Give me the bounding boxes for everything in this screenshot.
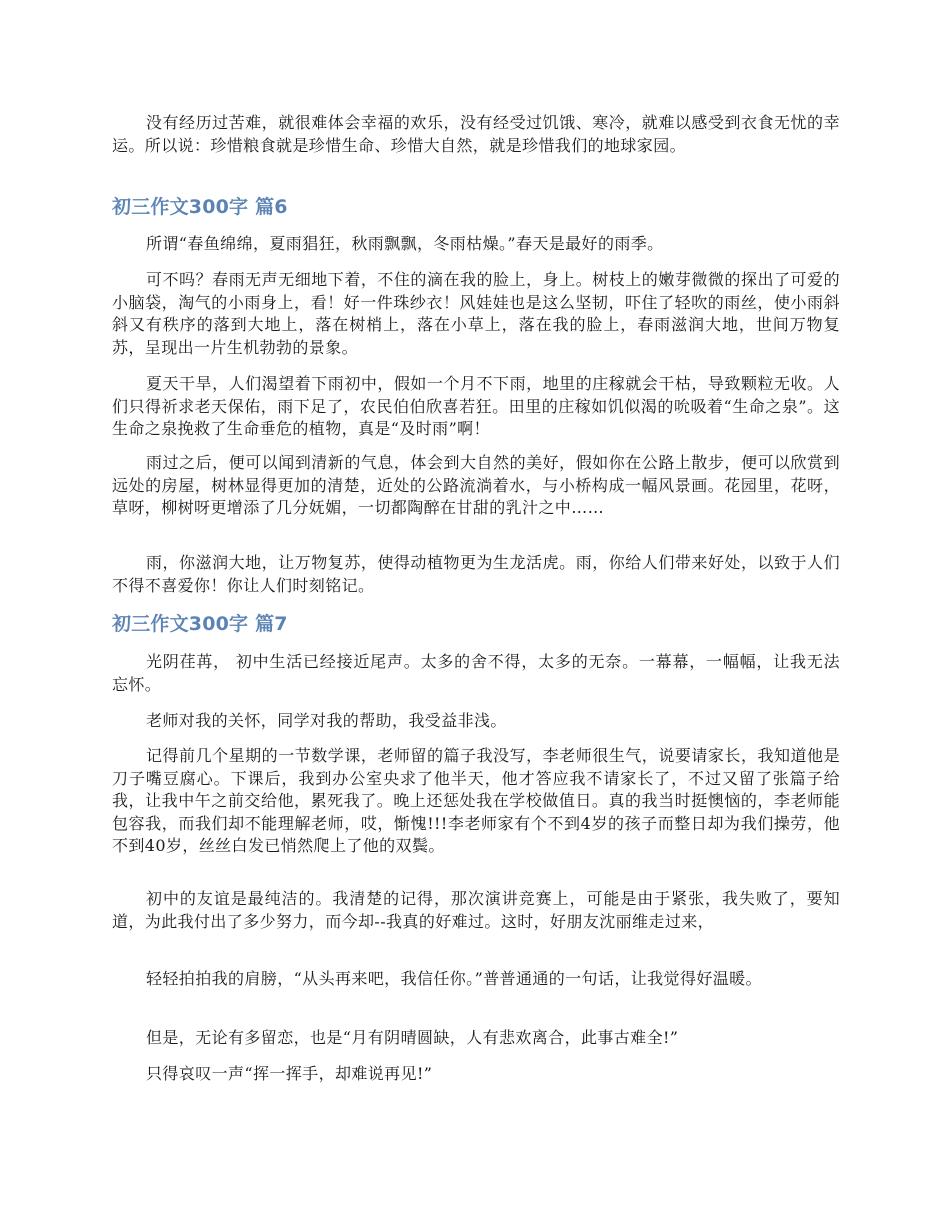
paragraph: 雨，你滋润大地，让万物复苏，使得动植物更为生龙活虎。雨，你给人们带来好处，以致于人们不得不喜爱你！你让人们时刻铭记。 bbox=[112, 553, 840, 595]
paragraph: 所谓“春鱼绵绵，夏雨猖狂，秋雨飘飘，冬雨枯燥。”春天是最好的雨季。 bbox=[146, 234, 664, 253]
paragraph: 只得哀叹一声“挥一挥手，却难说再见!” bbox=[146, 1064, 433, 1083]
paragraph: 夏天干旱，人们渴望着下雨初中，假如一个月不下雨，地里的庄稼就会干枯，导致颗粒无收。人们只得祈求老天保佑，雨下足了，农民伯伯欣喜若狂。田里的庄稼如饥似渴的吮吸着“生命之泉”。这生命之泉挽救了生命垂危的植物，真是“及时雨”啊！ bbox=[112, 374, 840, 438]
paragraph: 初中的友谊是最纯洁的。我清楚的记得，那次演讲竞赛上，可能是由于紧张，我失败了，要知道，为此我付出了多少努力，而今却--我真的好难过。这时，好朋友沈丽维走过来， bbox=[112, 889, 840, 931]
paragraph: 没有经历过苦难，就很难体会幸福的欢乐，没有经受过饥饿、寒冷，就难以感受到衣食无忧的幸运。所以说：珍惜粮食就是珍惜生命、珍惜大自然，就是珍惜我们的地球家园。 bbox=[112, 113, 840, 155]
section-heading-6: 初三作文300字 篇6 bbox=[112, 196, 288, 218]
paragraph: 雨过之后，便可以闻到清新的气息，体会到大自然的美好，假如你在公路上散步，便可以欣赏到远处的房屋，树林显得更加的清楚，近处的公路流淌着水，与小桥构成一幅风景画。花园里，花呀，草呀，柳树呀更增添了几分妩媚，一切都陶醉在甘甜的乳汁之中…… bbox=[112, 453, 840, 517]
paragraph: 光阴荏苒， 初中生活已经接近尾声。太多的舍不得，太多的无奈。一幕幕，一幅幅，让我无法忘怀。 bbox=[112, 652, 840, 694]
section-heading-7: 初三作文300字 篇7 bbox=[112, 613, 288, 635]
paragraph: 可不吗？春雨无声无细地下着，不住的滴在我的脸上，身上。树枝上的嫩芽微微的探出了可爱的小脑袋，淘气的小雨身上，看！好一件珠纱衣！风娃娃也是这么坚韧，吓住了轻吹的雨丝，使小雨斜斜又有秩序的落到大地上，落在树梢上，落在小草上，落在我的脸上，春雨滋润大地，世间万物复苏，呈现出一片生机勃勃的景象。 bbox=[112, 270, 840, 357]
paragraph: 老师对我的关怀，同学对我的帮助，我受益非浅。 bbox=[146, 711, 507, 730]
paragraph: 但是，无论有多留恋，也是“月有阴晴圆缺，人有悲欢离合，此事古难全!” bbox=[146, 1028, 679, 1047]
paragraph: 轻轻拍拍我的肩膀，“从头再来吧，我信任你。”普普通通的一句话，让我觉得好温暖。 bbox=[146, 969, 762, 988]
paragraph: 记得前几个星期的一节数学课，老师留的篇子我没写，李老师很生气，说要请家长，我知道他是刀子嘴豆腐心。下课后，我到办公室央求了他半天，他才答应我不请家长了，不过又留了张篇子给我，让我中午之前交给他，累死我了。晚上还惩处我在学校做值日。真的我当时挺懊恼的，李老师能包容我，而我们却不能理解老师，哎，惭愧!!!李老师家有个不到4岁的孩子而整日却为我们操劳，他不到40岁，丝丝白发已悄然爬上了他的双鬓。 bbox=[112, 746, 840, 855]
